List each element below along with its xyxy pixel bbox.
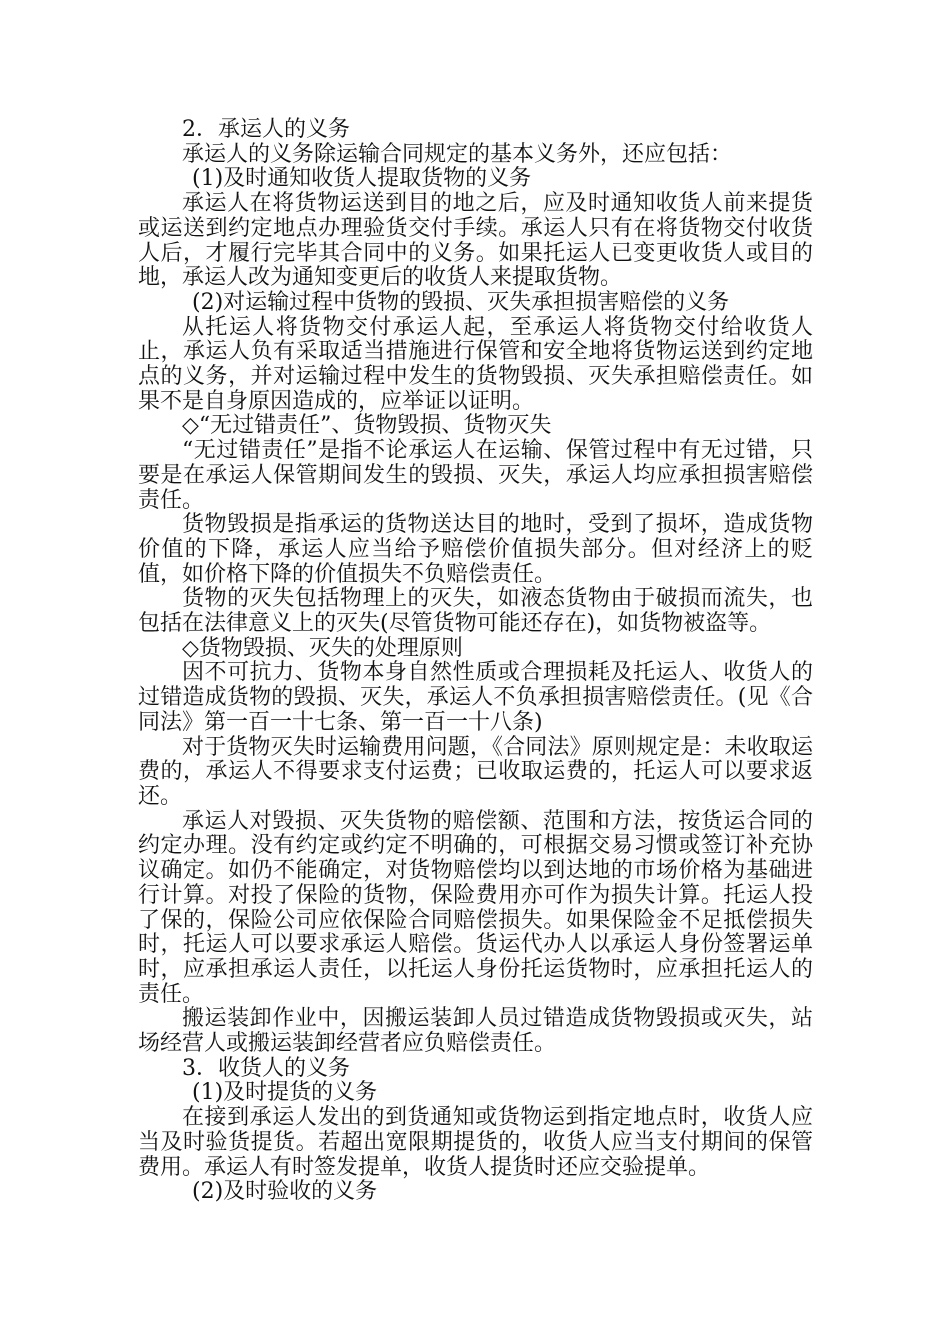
bullet-heading: ◇“无过错责任”、货物毁损、货物灭失 (182, 413, 552, 439)
document-body (138, 118, 813, 1205)
subsection-heading: (2)对运输过程中货物的毁损、灭失承担损害赔偿的义务 (192, 289, 730, 315)
paragraph: 承运人对毁损、灭失货物的赔偿额、范围和方法，按货运合同的约定办理。没有约定或约定不明确的，可根据交易习惯或签订补充协议确定。如仍不能确定，对货物赔偿均以到达地的市场价格为基础进行计算。对投了保险的货物，保险费用亦可作为损失计算。托运人投了保的，保险公司应依保险合同赔偿损失。如果保险金不足抵偿损失时，托运人可以要求承运人赔偿。货运代办人以承运人身份签署运单时，应承担承运人责任，以托运人身份托运货物时，应承担托运人的责任。 (138, 808, 813, 1007)
section-heading: 3．收货人的义务 (182, 1055, 350, 1081)
paragraph: 在接到承运人发出的到货通知或货物运到指定地点时，收货人应当及时验货提货。若超出宽限期提货的，收货人应当支付期间的保管费用。承运人有时签发提单，收货人提货时还应交验提单。 (138, 1105, 813, 1180)
section-heading: 2．承运人的义务 (182, 117, 350, 142)
paragraph: 货物毁损是指承运的货物送达目的地时，受到了损坏，造成货物价值的下降，承运人应当给予赔偿价值损失部分。但对经济上的贬值，如价格下降的价值损失不负赔偿责任。 (138, 512, 813, 587)
paragraph: 承运人的义务除运输合同规定的基本义务外，还应包括： (182, 141, 733, 167)
paragraph: 承运人在将货物运送到目的地之后，应及时通知收货人前来提货或运送到约定地点办理验货交付手续。承运人只有在将货物交付收货人后，才履行完毕其合同中的义务。如果托运人已变更收货人或目的地，承运人改为通知变更后的收货人来提取货物。 (138, 191, 813, 291)
paragraph: 搬运装卸作业中，因搬运装卸人员过错造成货物毁损或灭失，站场经营人或搬运装卸经营者应负赔偿责任。 (138, 1006, 813, 1057)
subsection-heading: (2)及时验收的义务 (192, 1179, 378, 1205)
subsection-heading: (1)及时通知收货人提取货物的义务 (192, 166, 532, 192)
subsection-heading: (1)及时提货的义务 (192, 1080, 378, 1106)
paragraph: 因不可抗力、货物本身自然性质或合理损耗及托运人、收货人的过错造成货物的毁损、灭失，承运人不负承担损害赔偿责任。(见《合同法》第一百一十七条、第一百一十八条) (138, 660, 813, 735)
bullet-heading: ◇货物毁损、灭失的处理原则 (182, 635, 463, 661)
paragraph: 从托运人将货物交付承运人起，至承运人将货物交付给收货人止，承运人负有采取适当措施进行保管和安全地将货物运送到约定地点的义务，并对运输过程中发生的货物毁损、灭失承担赔偿责任。如果不是自身原因造成的，应举证以证明。 (138, 314, 813, 414)
paragraph: “无过错责任”是指不论承运人在运输、保管过程中有无过错，只要是在承运人保管期间发生的毁损、灭失，承运人均应承担损害赔偿责任。 (138, 438, 813, 513)
paragraph: 对于货物灭失时运输费用问题，《合同法》原则规定是：未收取运费的，承运人不得要求支付运费；已收取运费的，托运人可以要求返还。 (138, 734, 813, 809)
paragraph: 货物的灭失包括物理上的灭失，如液态货物由于破损而流失，也包括在法律意义上的灭失(尽管货物可能还存在)，如货物被盗等。 (138, 586, 813, 637)
